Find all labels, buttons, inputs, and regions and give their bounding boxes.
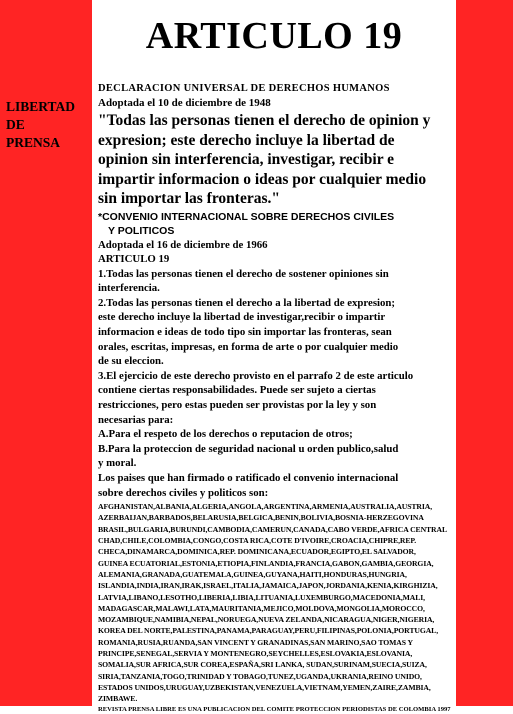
quote-line: expresion; este derecho incluye la libertad de: [98, 131, 395, 149]
countries-line: SIRIA,TANZANIA,TOGO,TRINIDAD Y TOBAGO,TUNEZ,UGANDA,UKRANIA,REINO UNIDO,: [98, 671, 422, 681]
countries-line: AZERBAIJAN,BARBADOS,BELARUSIA,BELGICA,BENIN,BOLIVIA,BOSNIA-HERZEGOVINA: [98, 513, 424, 523]
footer-credit: REVISTA PRENSA LIBRE ES UNA PUBLICACION DEL COMITE PROTECCION PERIODISTAS DE COLOMBIA 1997: [98, 705, 451, 713]
countries-line: MOZAMBIQUE,NAMIBIA,NEPAL,NORUEGA,NUEVA ZELANDA,NICARAGUA,NIGER,NIGERIA,: [98, 615, 435, 625]
countries-line: GUINEA ECUATORIAL,ESTONIA,ETIOPIA,FINLANDIA,FRANCIA,GABON,GAMBIA,GEORGIA,: [98, 558, 434, 568]
body-line: 1.Todas las personas tienen el derecho de sostener opiniones sin: [98, 267, 389, 280]
body-line: sobre derechos civiles y politicos son:: [98, 486, 269, 499]
body-line: este derecho incluye la libertad de investigar,recibir o impartir: [98, 311, 386, 324]
convenio-heading: [98, 210, 490, 238]
countries-line: ALEMANIA,GRANADA,GUATEMALA,GUINEA,GUYANA,HAITI,HONDURAS,HUNGRIA,: [98, 569, 407, 579]
convenio-body: [98, 238, 490, 501]
body-line: 2.Todas las personas tienen el derecho a la libertad de expresion;: [98, 296, 396, 309]
main-content: [98, 82, 490, 714]
convenio-adopted: Adoptada el 16 de diciembre de 1966: [98, 238, 268, 251]
body-line: orales, escritas, impresas, en forma de arte o por cualquier medio: [98, 340, 399, 353]
page-title: ARTICULO 19: [145, 15, 403, 57]
countries-line: PRINCIPE,SENEGAL,SERVIA Y MONTENEGRO,SEYCHELLES,ESLOVAKIA,ESLOVANIA,: [98, 649, 413, 659]
body-line: informacion e ideas de todo tipo sin importar las fronteras, sean: [98, 326, 392, 339]
body-line: B.Para la proteccion de seguridad nacional u orden publico,salud: [98, 442, 399, 455]
convenio-heading-line: *CONVENIO INTERNACIONAL SOBRE DERECHOS CIVILES: [98, 210, 395, 223]
side-label-line: PRENSA: [6, 135, 61, 150]
countries-list: [98, 501, 490, 704]
convenio-article: ARTICULO 19: [98, 253, 170, 266]
body-line: 3.El ejercicio de este derecho provisto en el parrafo 2 de este articulo: [98, 369, 414, 382]
body-line: Los paises que han firmado o ratificado el convenio internacional: [98, 472, 399, 484]
convenio-heading-line: Y POLITICOS: [108, 224, 175, 237]
countries-line: BRASIL,BULGARIA,BURUNDI,CAMBODIA,CAMERUN,CANADA,CABO VERDE,AFRICA CENTRAL: [98, 524, 447, 534]
body-line: necesarias para:: [98, 413, 174, 426]
countries-line: CHECA,DINAMARCA,DOMINICA,REP. DOMINICANA,ECUADOR,EGIPTO,EL SALVADOR,: [98, 547, 416, 557]
body-line: y moral.: [98, 457, 137, 470]
countries-line: LATVIA,LIBANO,LESOTHO,LIBERIA,LIBIA,LITUANIA,LUXEMBURGO,MACEDONIA,MALI,: [98, 592, 426, 602]
side-label-line: LIBERTAD: [6, 99, 76, 114]
countries-line: AFGHANISTAN,ALBANIA,ALGERIA,ANGOLA,ARGENTINA,ARMENIA,AUSTRALIA,AUSTRIA,: [98, 502, 433, 512]
quote-line: sin importar las fronteras.": [98, 190, 280, 207]
body-line: de su eleccion.: [98, 355, 164, 368]
countries-line: ESTADOS UNIDOS,URUGUAY,UZBEKISTAN,VENEZUELA,VIETNAM,YEMEN,ZAIRE,ZAMBIA,: [98, 682, 431, 692]
declaration-quote: [98, 111, 490, 209]
quote-line: "Todas las personas tienen el derecho de opinion y: [98, 112, 431, 129]
countries-line: KOREA DEL NORTE,PALESTINA,PANAMA,PARAGUAY,PERU,FILIPINAS,POLONIA,PORTUGAL,: [98, 626, 439, 636]
body-line: restricciones, pero estas pueden ser provistas por la ley y son: [98, 399, 377, 412]
countries-line: ISLANDIA,INDIA,IRAN,IRAK,ISRAEL,ITALIA,JAMAICA,JAPON,JORDANIA,KENIA,KIRGHIZIA,: [98, 581, 438, 591]
body-line: contiene ciertas responsabilidades. Puede ser sujeto a ciertas: [98, 384, 376, 397]
body-line: A.Para el respeto de los derechos o reputacion de otros;: [98, 428, 353, 441]
side-label-line: DE: [6, 117, 25, 132]
declaration-adopted: Adoptada el 10 de diciembre de 1948: [98, 97, 271, 109]
body-line: interferencia.: [98, 282, 160, 295]
quote-line: opinion sin interferencia, investigar, recibir e: [98, 151, 395, 168]
quote-line: impartir informacion o ideas por cualquier medio: [98, 170, 427, 188]
countries-line: MADAGASCAR,MALAWI,LATA,MAURITANIA,MEJICO,MOLDOVA,MONGOLIA,MOROCCO,: [98, 603, 425, 613]
declaration-heading: DECLARACION UNIVERSAL DE DERECHOS HUMANOS: [98, 83, 390, 94]
countries-line: ROMANIA,RUSIA,RUANDA,SAN VINCENT Y GRANADINAS,SAN MARINO,SAO TOMAS Y: [98, 637, 413, 647]
countries-line: SOMALIA,SUR AFRICA,SUR COREA,ESPAÑA,SRI LANKA, SUDAN,SURINAM,SUECIA,SUIZA,: [98, 660, 427, 670]
side-label: [6, 98, 75, 152]
countries-line: CHAD,CHILE,COLOMBIA,CONGO,COSTA RICA,COTE D'IVOIRE,CROACIA,CHIPRE,REP.: [98, 536, 417, 546]
countries-line: ZIMBAWE.: [98, 694, 138, 704]
